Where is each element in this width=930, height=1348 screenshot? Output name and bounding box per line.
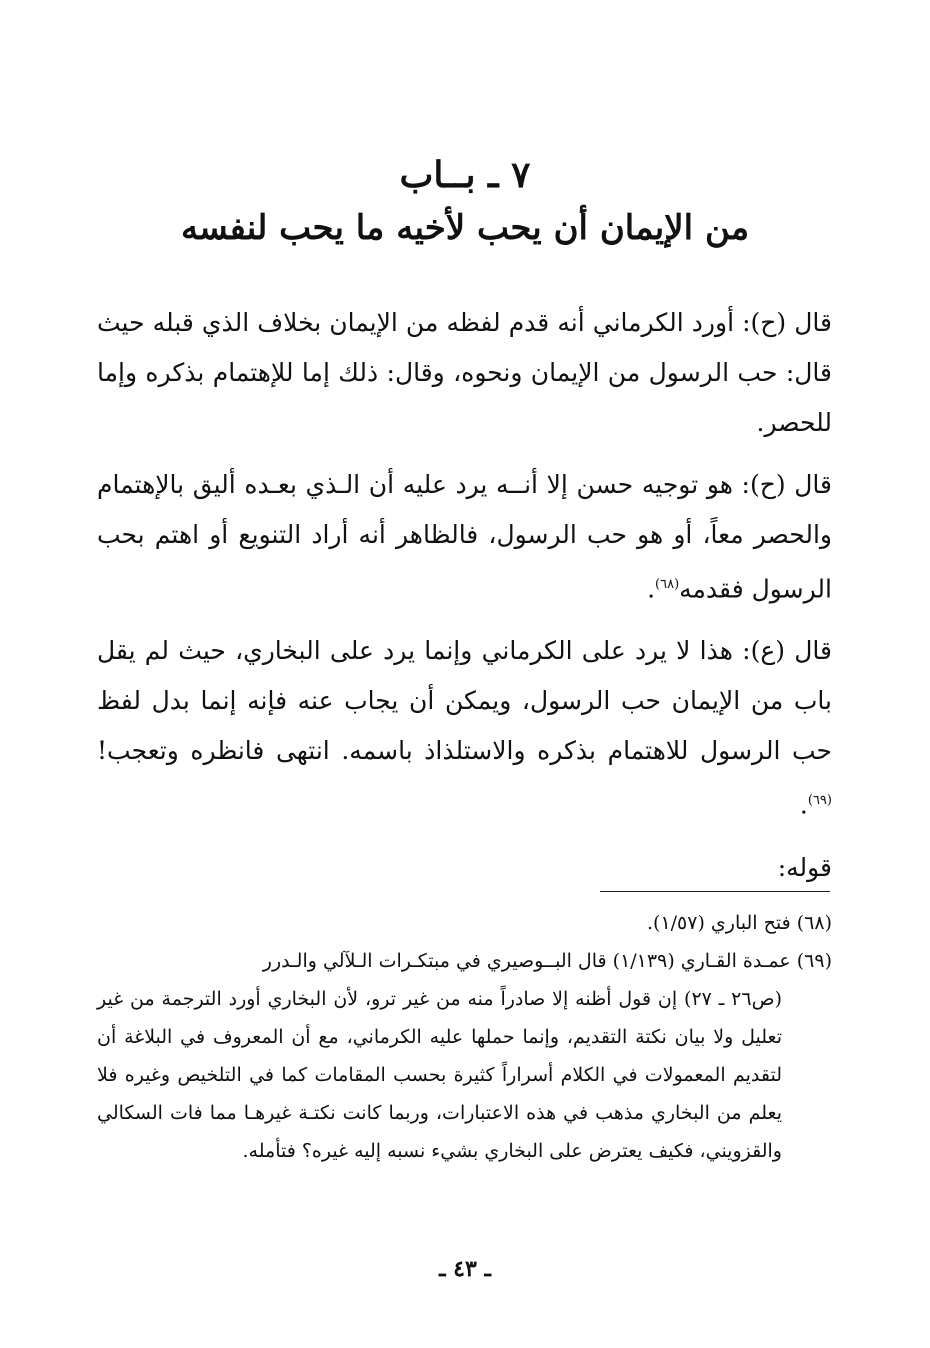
footnote-ref: (٦٩) (807, 793, 832, 809)
paragraph-text: قال (ح): أورد الكرماني أنه قدم لفظه من الإيمان بخلاف الذي قبله حيث قال: حب الرسول من الإيمان ونحوه، وقال: ذلك إما للإهتمام بذكره وإما للحصر. (97, 308, 832, 437)
footnote-ref: (٦٨) (655, 577, 680, 592)
footnote-68: (٦٨) فتح الباري (١/٥٧). (647, 912, 832, 934)
footnotes (97, 904, 832, 1170)
paragraph-text: قال (ع): هذا لا يرد على الكرماني وإنما يرد على البخاري، حيث لم يقل باب من الإيمان حب الرسول، ويمكن أن يجاب عنه فإنه إنما بدل لفظ حب الرسول للاهتمام بذكره والاستلذاذ باسمه. انتهى فانظره وتعجب! (97, 636, 832, 766)
paragraph (97, 298, 832, 448)
page-number: ـ ٤٣ ـ (439, 1256, 491, 1282)
paragraph (97, 460, 832, 614)
footnote-69-first-line: (٦٩) عمـدة القـاري (١/١٣٩) قال البــوصيري في مبتكـرات الـلآلي والـدرر (262, 950, 832, 972)
paragraph (97, 843, 832, 893)
footnote-69-continuation: (ص٢٦ ـ ٢٧) إن قول أظنه إلا صادراً منه من غير ترو، لأن البخاري أورد الترجمة من غير تعليل ولا بيان نكتة التقديم، وإنما حملها عليه الكرماني، مع أن المعروف في البلاغة أن لتقديم المعمولات في الكلام أسراراً كثيرة بحسب المقامات كما في التلخيص وغيره فلا يعلم من البخاري مذهب في هذه الاعتبارات، وربما كانت نكتـة غيرهـا مما فات السكالي والقزويني، فكيف يعترض على البخاري بشيء نسبه إليه غيره؟ فتأمله. (97, 988, 782, 1162)
paragraph (97, 626, 832, 830)
footnote-divider (600, 891, 830, 892)
chapter-number: ٧ ـ بــاب (399, 154, 531, 196)
chapter-title: من الإيمان أن يحب لأخيه ما يحب لنفسه (180, 208, 750, 248)
paragraph-end: . (647, 574, 656, 604)
paragraph-text: قال (ح): هو توجيه حسن إلا أنــه يرد عليه أن الـذي بعـده أليق بالإهتمام والحصر معاً، أو هو حب الرسول، فالظاهر أنه أراد التنويع أو اهتم بحب الرسول فقدمه (97, 470, 832, 604)
paragraph-end: . (799, 790, 808, 820)
paragraph-text: قوله: (777, 852, 832, 882)
main-text (97, 298, 832, 893)
chapter-heading (0, 150, 930, 256)
